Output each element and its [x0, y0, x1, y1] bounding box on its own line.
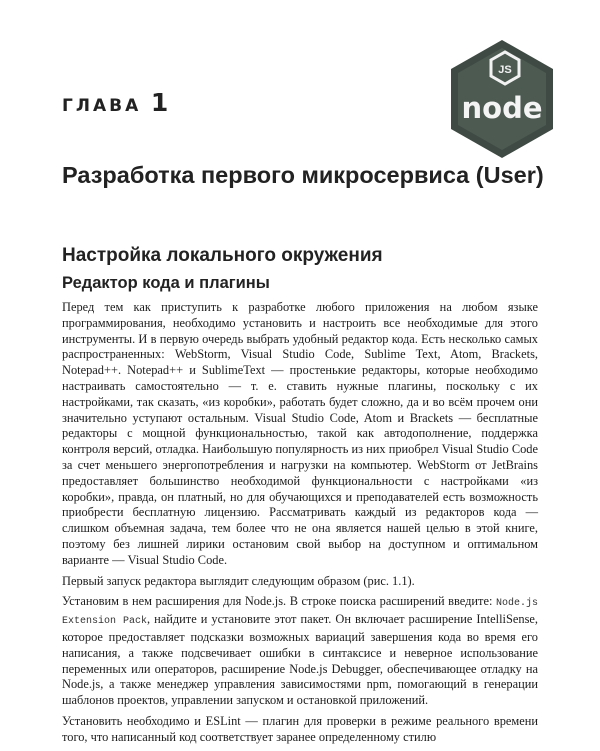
paragraph-1: Перед тем как приступить к разработке любого приложения на любом языке программирования, необходимо установить и настроить все необходимые для этого инструменты. И в первую очередь выбрать удобный редактор кода. Есть несколько самых распространенных: WebStorm, Visual Studio Code, Sublime Text, Atom, Brackets, Notepad++. Notepad++ и SublimeText — простенькие редакторы, которые необходимо настраивать самостоятельно — т. е. ставить нужные плагины, поскольку с их настройками, так сказать, «из коробки», работать будет сложно, да и во всём прочем они значительно уступают остальным. Visual Studio Code, Atom и Brackets — бесплатные редакторы с мощной функциональностью, такой как автодополнение, поддержка контроля версий, отладка. Наибольшую популярность из них приобрел Visual Studio Code за счет меньшего энергопотребления и нагрузки на компьютер. WebStorm от JetBrains предоставляет большинство необходимой функциональности с настройками «из коробки», правда, он платный, но для обучающихся и преподавателей есть возможность приобрести бесплатную лицензию. Рассматривать каждый из редакторов кода — слишком объемная задача, тем более что не она является нашей целью в этой книге, поэтому без лишней лирики остановим свой выбор на доступном и оптимальном варианте — Visual Studio Code.	[62, 300, 538, 567]
logo-text: node	[461, 91, 543, 125]
nodejs-logo-icon	[447, 38, 557, 160]
section-heading: Настройка локального окружения	[62, 245, 383, 266]
chapter-heading	[62, 88, 168, 117]
paragraph-3-code: Node.js Extension Pack	[62, 598, 538, 628]
logo-badge: JS	[498, 64, 512, 76]
paragraph-3	[62, 594, 538, 709]
body-text	[62, 300, 538, 751]
chapter-number: 1	[150, 88, 169, 117]
page-title: Разработка первого микросервиса (User)	[62, 162, 544, 188]
paragraph-3-end: , найдите и установите этот пакет. Он включает расширение IntelliSense, которое предоставляет подсказки возможных вариаций завершения кода во время его написания, а также подсвечивает ошибки в синтаксисе и неверное использование переменных или операторов, расширение Node.js Debugger, обеспечивающее отладку на Node.js, а также менеджер управления зависимостями npm, помогающий в генерации шаблонов проектов, управлении запуском и остановкой приложений.	[62, 612, 538, 708]
subsection-heading: Редактор кода и плагины	[62, 274, 270, 292]
chapter-word: ГЛАВА	[62, 96, 142, 116]
paragraph-3-start: Установим в нем расширения для Node.js. В строке поиска расширений введите:	[62, 594, 496, 609]
paragraph-2: Первый запуск редактора выглядит следующим образом (рис. 1.1).	[62, 573, 415, 588]
paragraph-4: Установить необходимо и ESLint — плагин для проверки в режиме реального времени того, что написанный код соответствует заранее определенному стилю	[62, 713, 538, 744]
